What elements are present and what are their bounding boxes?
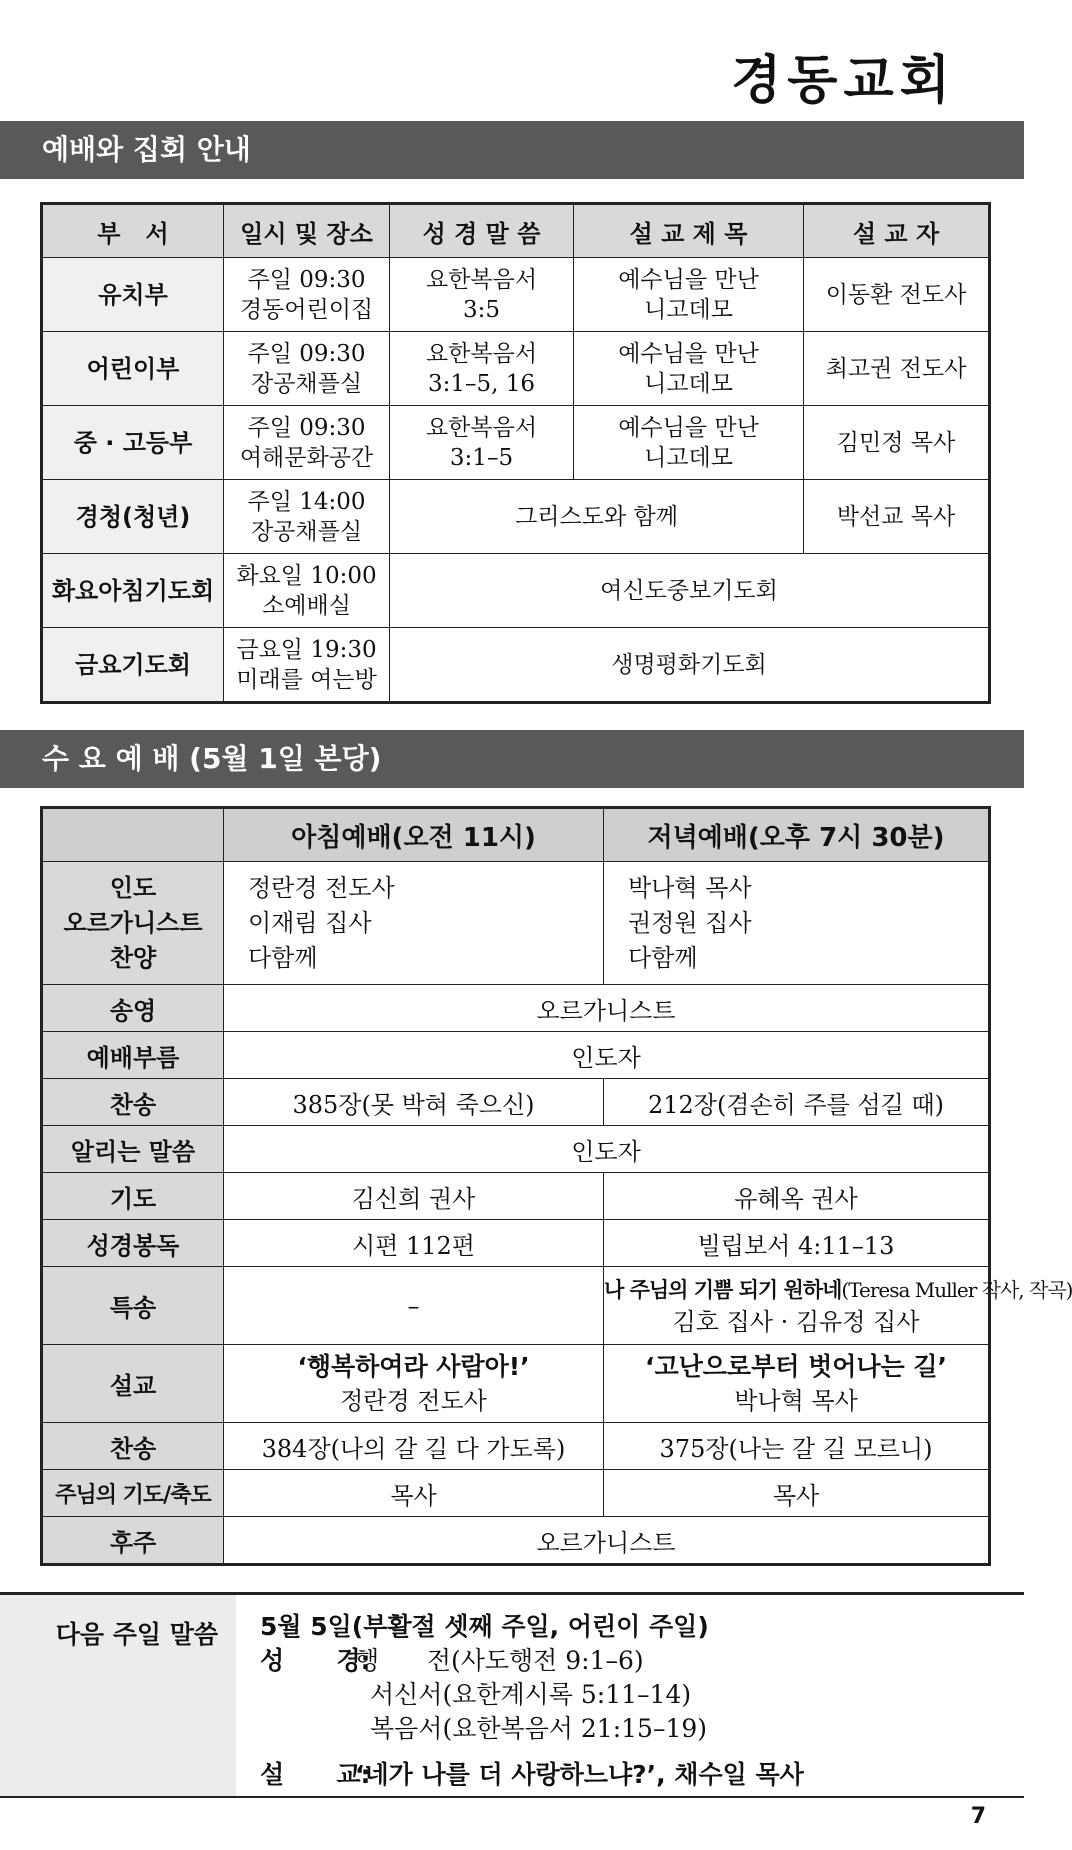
morning-value: 목사 xyxy=(224,1470,604,1517)
dept-cell: 어린이부 xyxy=(42,332,224,406)
merged-cell: 그리스도와 함께 xyxy=(390,480,804,554)
table-header-row xyxy=(42,204,990,258)
header-dept: 부 서 xyxy=(42,204,224,258)
scripture-cell: 요한복음서 3:1–5 xyxy=(390,406,574,480)
table-row xyxy=(42,332,990,406)
morning-value: 김신희 권사 xyxy=(224,1173,604,1220)
scripture-cell: 요한복음서 3:5 xyxy=(390,258,574,332)
morning-roles: 정란경 전도사 이재림 집사 다함께 xyxy=(224,862,604,985)
time-place-cell: 화요일 10:00 소예배실 xyxy=(224,554,390,628)
header-scripture: 성 경 말 씀 xyxy=(390,204,574,258)
time-place-cell: 금요일 19:30 미래를 여는방 xyxy=(224,628,390,703)
dept-cell: 화요아침기도회 xyxy=(42,554,224,628)
evening-value: 빌립보서 4:11–13 xyxy=(604,1220,990,1267)
time-place-cell: 주일 09:30 여해문화공간 xyxy=(224,406,390,480)
scripture-line: 서신서(요한계시록 5:11–14) xyxy=(370,1680,692,1709)
preacher-cell: 최고권 전도사 xyxy=(804,332,990,406)
dept-cell: 경청(청년) xyxy=(42,480,224,554)
row-label: 알리는 말씀 xyxy=(42,1126,224,1173)
preacher-cell: 박선교 목사 xyxy=(804,480,990,554)
row-label: 주님의 기도/축도 xyxy=(42,1470,224,1517)
table-row xyxy=(42,258,990,332)
table-row xyxy=(42,1267,990,1345)
section-title-services: 예배와 집회 안내 xyxy=(0,121,1024,179)
evening-roles: 박나혁 목사 권정원 집사 다함께 xyxy=(604,862,990,985)
dept-cell: 유치부 xyxy=(42,258,224,332)
row-label: 찬송 xyxy=(42,1079,224,1126)
roles-label: 인도 오르가니스트 찬양 xyxy=(42,862,224,985)
merged-cell: 여신도중보기도회 xyxy=(390,554,990,628)
morning-value: – xyxy=(224,1267,604,1345)
section-title-wednesday: 수 요 예 배 (5월 1일 본당) xyxy=(0,730,1024,788)
table-row xyxy=(42,1517,990,1565)
table-row xyxy=(42,1173,990,1220)
header-sermon-title: 설 교 제 목 xyxy=(574,204,804,258)
row-value: 오르가니스트 xyxy=(224,985,990,1032)
table-row xyxy=(42,985,990,1032)
evening-value: 유혜옥 권사 xyxy=(604,1173,990,1220)
next-week-label: 다음 주일 말씀 xyxy=(0,1595,236,1796)
next-week-body xyxy=(260,1610,804,1792)
row-value: 오르가니스트 xyxy=(224,1517,990,1565)
table-row xyxy=(42,554,990,628)
wednesday-service-table xyxy=(40,806,1072,1566)
scripture-cell: 요한복음서 3:1–5, 16 xyxy=(390,332,574,406)
row-label: 찬송 xyxy=(42,1423,224,1470)
scripture-line: 복음서(요한복음서 21:15–19) xyxy=(370,1714,708,1743)
row-label: 기도 xyxy=(42,1173,224,1220)
row-value: 인도자 xyxy=(224,1126,990,1173)
header-time-place: 일시 및 장소 xyxy=(224,204,390,258)
divider xyxy=(0,1796,1024,1798)
morning-value: 시편 112편 xyxy=(224,1220,604,1267)
row-label: 특송 xyxy=(42,1267,224,1345)
church-logo: 경동교회 xyxy=(731,50,956,111)
sermon-title-cell: 예수님을 만난 니고데모 xyxy=(574,406,804,480)
table-row xyxy=(42,1126,990,1173)
table-row xyxy=(42,628,990,703)
table-row xyxy=(42,1032,990,1079)
table-row xyxy=(42,1220,990,1267)
row-label: 설교 xyxy=(42,1345,224,1423)
evening-value: 375장(나는 갈 길 모르니) xyxy=(604,1423,990,1470)
morning-value: 384장(나의 갈 길 다 가도록) xyxy=(224,1423,604,1470)
time-place-cell: 주일 09:30 경동어린이집 xyxy=(224,258,390,332)
table-row xyxy=(42,1470,990,1517)
time-place-cell: 주일 09:30 장공채플실 xyxy=(224,332,390,406)
morning-sermon: ‘행복하여라 사람아!’ 정란경 전도사 xyxy=(224,1345,604,1423)
table-row xyxy=(42,1079,990,1126)
header-evening: 저녁예배(오후 7시 30분) xyxy=(604,808,990,862)
preacher-cell: 김민정 목사 xyxy=(804,406,990,480)
table-row xyxy=(42,862,990,985)
evening-value: 212장(겸손히 주를 섬길 때) xyxy=(604,1079,990,1126)
table-row xyxy=(42,1345,990,1423)
table-row xyxy=(42,406,990,480)
merged-cell: 생명평화기도회 xyxy=(390,628,990,703)
sermon-title-cell: 예수님을 만난 니고데모 xyxy=(574,258,804,332)
header-preacher: 설 교 자 xyxy=(804,204,990,258)
morning-value: 385장(못 박혀 죽으신) xyxy=(224,1079,604,1126)
dept-cell: 금요기도회 xyxy=(42,628,224,703)
preacher-cell: 이동환 전도사 xyxy=(804,258,990,332)
next-week-date: 5월 5일(부활절 셋째 주일, 어린이 주일) xyxy=(260,1612,709,1641)
sermon-line: 설 교:‘네가 나를 더 사랑하느냐?’, 채수일 목사 xyxy=(260,1760,804,1789)
row-label: 성경봉독 xyxy=(42,1220,224,1267)
table-header-row xyxy=(42,808,990,862)
header-empty xyxy=(42,808,224,862)
evening-special: 나 주님의 기쁨 되기 원하네(Teresa Muller 작사, 작곡) 김호 집사 · 김유정 집사 xyxy=(604,1267,990,1345)
row-label: 송영 xyxy=(42,985,224,1032)
services-schedule-table xyxy=(40,202,991,704)
table-row xyxy=(42,1423,990,1470)
table-row xyxy=(42,480,990,554)
row-label: 후주 xyxy=(42,1517,224,1565)
header-morning: 아침예배(오전 11시) xyxy=(224,808,604,862)
evening-value: 목사 xyxy=(604,1470,990,1517)
dept-cell: 중 · 고등부 xyxy=(42,406,224,480)
row-label: 예배부름 xyxy=(42,1032,224,1079)
scripture-line: 성 경:행 전(사도행전 9:1–6) xyxy=(260,1646,644,1675)
sermon-title-cell: 예수님을 만난 니고데모 xyxy=(574,332,804,406)
evening-sermon: ‘고난으로부터 벗어나는 길’ 박나혁 목사 xyxy=(604,1345,990,1423)
time-place-cell: 주일 14:00 장공채플실 xyxy=(224,480,390,554)
row-value: 인도자 xyxy=(224,1032,990,1079)
page-number: 7 xyxy=(970,1804,986,1829)
